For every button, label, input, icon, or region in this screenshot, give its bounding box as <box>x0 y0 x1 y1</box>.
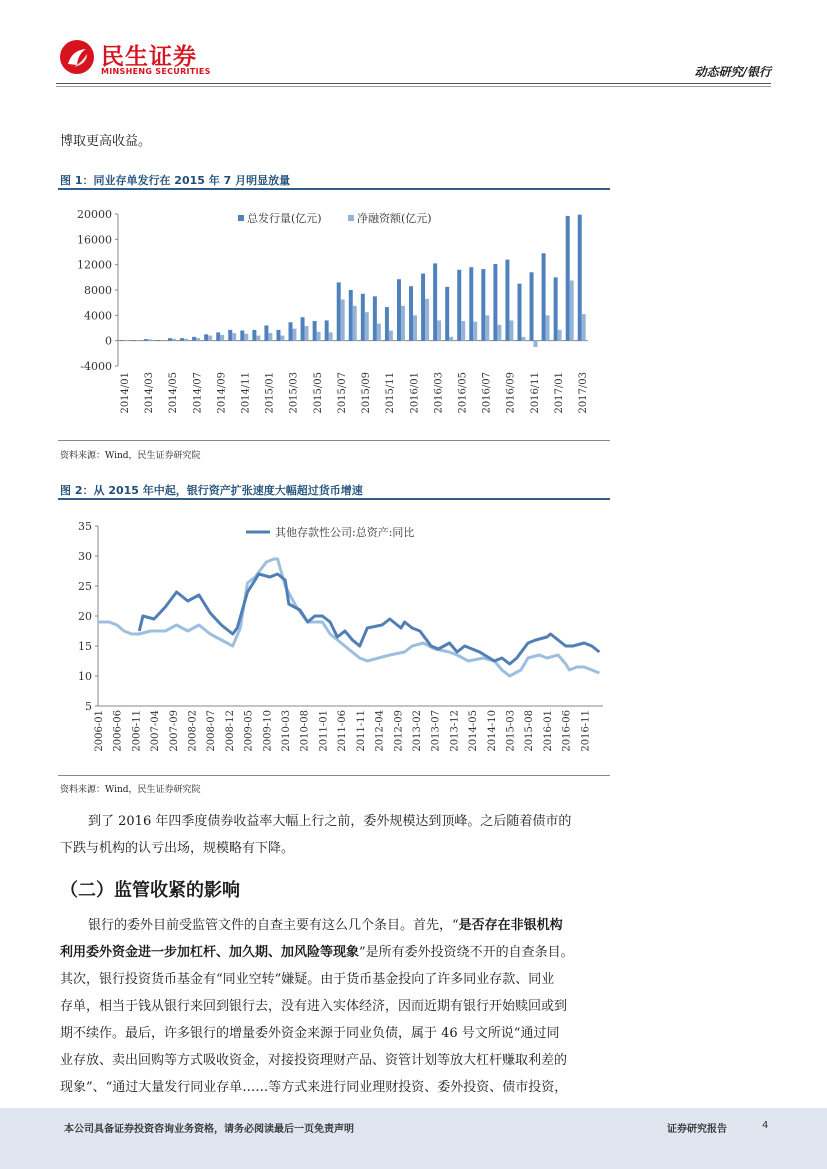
body-para2-line1-text: 银行的委外目前受监管文件的自查主要有这么几个条目。首先，“ <box>88 918 459 933</box>
figure1-chart <box>58 196 610 432</box>
x-tick-label: 2016-11 <box>580 710 592 752</box>
bar <box>566 216 570 341</box>
x-tick-label: 2015/05 <box>312 372 324 414</box>
bar <box>578 215 582 341</box>
series-line-assets <box>139 574 599 664</box>
bar <box>409 286 413 340</box>
x-tick-label: 2012-04 <box>374 710 386 752</box>
bar <box>268 333 272 341</box>
bar <box>518 284 522 341</box>
bar <box>353 306 357 341</box>
logo-text-cn: 民生证券 <box>101 44 197 70</box>
bar <box>341 300 345 341</box>
x-tick-label: 2008-07 <box>206 710 218 752</box>
bar <box>168 338 172 341</box>
bar <box>397 279 401 340</box>
bar <box>373 296 377 340</box>
legend-swatch <box>238 215 244 221</box>
bar <box>329 332 333 340</box>
bar <box>228 330 232 341</box>
y-tick-label: 30 <box>78 550 92 563</box>
figure2-title: 图 2：从 2015 年中起，银行资产扩张速度大幅超过货币增速 <box>60 484 363 497</box>
x-tick-label: 2017/03 <box>577 372 589 414</box>
bar <box>276 330 280 341</box>
bar <box>256 336 260 341</box>
bar <box>449 337 453 341</box>
bar <box>437 320 441 340</box>
x-tick-label: 2017/01 <box>553 372 565 414</box>
header-divider-thin <box>56 86 771 87</box>
body-para2-line1-bold: 是否存在非银机构 <box>458 918 563 933</box>
bar <box>184 339 188 341</box>
x-tick-label: 2006-06 <box>112 710 124 752</box>
footer-disclaimer: 本公司具备证券投资咨询业务资格，请务必阅读最后一页免责声明 <box>64 1124 354 1135</box>
legend-label: 总发行量(亿元) <box>247 212 322 225</box>
x-tick-label: 2016-01 <box>542 710 554 752</box>
bar <box>180 338 184 341</box>
x-tick-label: 2014/05 <box>168 372 180 414</box>
x-tick-label: 2016/03 <box>433 372 445 414</box>
x-tick-label: 2014/03 <box>144 372 156 414</box>
figure2-bottom-rule <box>58 775 610 776</box>
x-tick-label: 2015-03 <box>505 710 517 752</box>
bar <box>124 340 128 341</box>
bar <box>530 272 534 340</box>
body-para1-line1: 到了 2016 年四季度债券收益率大幅上行之前，委外规模达到顶峰。之后随着债市的 <box>88 814 572 829</box>
body-para2-line1 <box>88 912 563 939</box>
bar <box>337 282 341 340</box>
bar <box>313 321 317 341</box>
x-tick-label: 2014/01 <box>120 372 132 414</box>
bar <box>192 337 196 341</box>
x-tick-label: 2011-06 <box>337 710 349 752</box>
bar <box>156 340 160 341</box>
x-tick-label: 2015/03 <box>288 372 300 414</box>
x-tick-label: 2013-12 <box>449 710 461 752</box>
y-tick-label: 25 <box>78 580 92 593</box>
logo-text-en: MINSHENG SECURITIES <box>101 67 211 76</box>
bar <box>401 306 405 341</box>
footer-band <box>0 1108 827 1169</box>
bar <box>385 307 389 341</box>
bar <box>132 340 136 341</box>
logo-swirl-icon <box>60 40 94 74</box>
bar <box>497 325 501 341</box>
bar <box>305 326 309 341</box>
bar <box>582 314 586 341</box>
x-tick-label: 2007-09 <box>168 710 180 752</box>
bar <box>144 339 148 341</box>
x-tick-label: 2015/07 <box>336 372 348 414</box>
x-tick-label: 2006-11 <box>131 710 143 752</box>
bar <box>136 340 140 341</box>
footer-report-label: 证券研究报告 <box>667 1124 727 1135</box>
body-para2-line3: 其次，银行投资货币基金有“同业空转”嫌疑。由于货币基金投向了许多同业存款、同业 <box>60 972 555 987</box>
bar <box>293 329 297 341</box>
bar <box>457 270 461 341</box>
figure2-source: 资料来源：Wind，民生证券研究院 <box>60 785 201 795</box>
x-tick-label: 2009-05 <box>243 710 255 752</box>
x-tick-label: 2014/09 <box>216 372 228 414</box>
x-tick-label: 2011-01 <box>318 710 330 752</box>
bar <box>349 290 353 341</box>
body-para2-line6: 业存放、卖出回购等方式吸收资金，对接投资理财产品、资管计划等放大杠杆赚取利差的 <box>60 1053 568 1068</box>
bar <box>240 331 244 341</box>
x-tick-label: 2014/11 <box>240 372 252 414</box>
x-tick-label: 2011-11 <box>355 710 367 752</box>
x-tick-label: 2014-05 <box>468 710 480 752</box>
figure1-top-rule <box>58 188 610 190</box>
series-line-m2 <box>98 559 599 676</box>
bar <box>361 294 365 341</box>
bar <box>289 322 293 340</box>
bar <box>521 337 525 341</box>
figure1-title: 图 1：同业存单发行在 2015 年 7 月明显放量 <box>60 174 291 187</box>
bar <box>493 264 497 341</box>
x-tick-label: 2008-12 <box>224 710 236 752</box>
bar <box>554 277 558 340</box>
bar <box>204 334 208 340</box>
bar <box>389 331 393 341</box>
bar <box>325 320 329 340</box>
x-tick-label: 2016/05 <box>457 372 469 414</box>
y-tick-label: 20000 <box>77 208 112 221</box>
figure1-source: 资料来源：Wind，民生证券研究院 <box>60 451 201 461</box>
bar <box>481 269 485 341</box>
y-tick-label: 8000 <box>84 284 112 297</box>
bar <box>232 333 236 341</box>
x-tick-label: 2016/07 <box>481 372 493 414</box>
legend-label: 其他存款性公司:总资产:同比 <box>275 526 415 539</box>
x-tick-label: 2007-04 <box>150 710 162 752</box>
figure2-top-rule <box>58 498 610 500</box>
y-tick-label: 4000 <box>84 309 112 323</box>
legend-swatch <box>348 215 354 221</box>
bar <box>469 267 473 340</box>
figure2-chart <box>58 510 610 772</box>
x-tick-label: 2015-08 <box>524 710 536 752</box>
x-tick-label: 2008-02 <box>187 710 199 752</box>
x-tick-label: 2016-06 <box>561 710 573 752</box>
y-tick-label: 10 <box>78 670 92 683</box>
x-tick-label: 2016/01 <box>409 372 421 414</box>
bar <box>445 287 449 341</box>
body-para2-line2 <box>60 939 574 966</box>
bar <box>216 332 220 340</box>
bar <box>208 336 212 341</box>
body-para1-line2: 下跌与机构的认亏出场，规模略有下降。 <box>60 841 295 856</box>
page-number: 4 <box>762 1120 769 1131</box>
bar <box>570 281 574 341</box>
bar <box>196 338 200 341</box>
x-tick-label: 2010-08 <box>299 710 311 752</box>
bar <box>461 321 465 341</box>
x-tick-label: 2006-01 <box>94 710 105 752</box>
y-tick-label: 35 <box>78 520 92 533</box>
x-tick-label: 2013-02 <box>411 710 423 752</box>
intro-text: 博取更高收益。 <box>60 134 152 149</box>
bar <box>542 253 546 340</box>
bar <box>377 324 381 341</box>
bar <box>485 315 489 340</box>
y-tick-label: 20 <box>78 610 92 623</box>
bar <box>534 341 538 347</box>
bar <box>473 322 477 341</box>
x-tick-label: 2015/01 <box>264 372 276 414</box>
bar <box>244 334 248 341</box>
bar <box>264 325 268 340</box>
bar <box>433 263 437 340</box>
bar <box>413 315 417 340</box>
body-para2-line2-text: ”是所有委外投资绕不开的自查条目。 <box>359 945 574 960</box>
logo-mark-icon <box>60 40 94 74</box>
x-tick-label: 2015/11 <box>385 372 397 414</box>
y-tick-label: 5 <box>85 700 92 713</box>
bar <box>220 335 224 341</box>
legend-label: 净融资额(亿元) <box>357 212 432 225</box>
bar <box>172 339 176 341</box>
bar <box>505 260 509 341</box>
body-para2-line7: 现象”、“通过大量发行同业存单……等方式来进行同业理财投资、委外投资、债市投资， <box>60 1080 568 1095</box>
bar <box>365 312 369 341</box>
y-tick-label: -4000 <box>80 360 112 373</box>
x-tick-label: 2010-03 <box>281 710 293 752</box>
figure1-bottom-rule <box>58 440 610 441</box>
y-tick-label: 0 <box>105 334 112 348</box>
x-tick-label: 2012-09 <box>393 710 405 752</box>
x-tick-label: 2013-07 <box>430 710 442 752</box>
body-para2-line5: 期不续作。最后，许多银行的增量委外资金来源于同业负债，属于 46 号文所说“通过同 <box>60 1026 560 1041</box>
x-tick-label: 2016/11 <box>529 372 541 414</box>
header-divider <box>56 83 771 84</box>
body-para2-line4: 存单，相当于钱从银行来回到银行去，没有进入实体经济，因而近期有银行开始赎回或到 <box>60 999 568 1014</box>
bar <box>280 336 284 341</box>
body-para2-line2-bold: 利用委外资金进一步加杠杆、加久期、加风险等现象 <box>60 945 360 960</box>
bar <box>317 332 321 341</box>
bar <box>425 299 429 341</box>
x-tick-label: 2014/07 <box>192 372 204 414</box>
bar <box>558 330 562 341</box>
section-heading: （二）监管收紧的影响 <box>60 880 240 901</box>
bar <box>509 320 513 340</box>
x-tick-label: 2015/09 <box>361 372 373 414</box>
x-tick-label: 2016/09 <box>505 372 517 414</box>
bar <box>160 340 164 341</box>
x-tick-label: 2014-10 <box>486 710 498 752</box>
bar <box>546 315 550 340</box>
bar <box>120 340 124 341</box>
y-tick-label: 16000 <box>77 233 112 247</box>
bar <box>148 339 152 340</box>
bar <box>421 274 425 341</box>
x-tick-label: 2009-10 <box>262 710 274 752</box>
bar <box>301 317 305 340</box>
bar <box>252 330 256 341</box>
report-type: 动态研究/银行 <box>694 65 771 79</box>
y-tick-label: 15 <box>78 640 92 653</box>
y-tick-label: 12000 <box>77 258 112 272</box>
